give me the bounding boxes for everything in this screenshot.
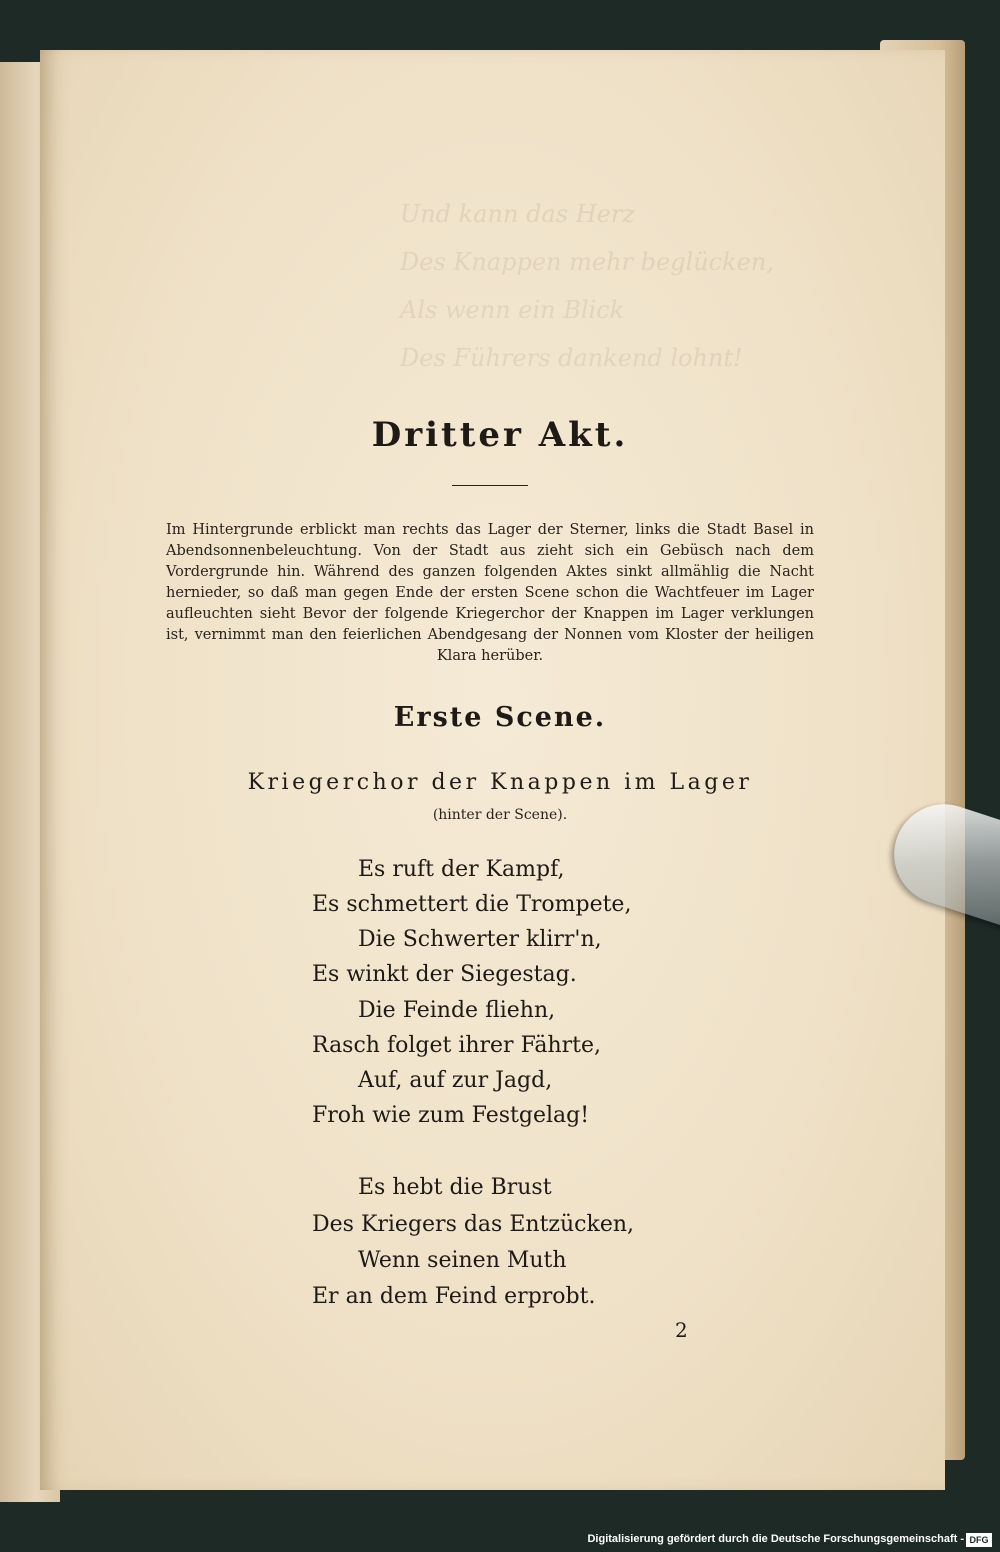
- verse-line: Die Feinde fliehn,: [358, 998, 556, 1023]
- verse-line: Die Schwerter klirr'n,: [358, 927, 602, 952]
- verse-line: Er an dem Feind erprobt.: [312, 1284, 596, 1309]
- show-through-text: Und kann das Herz Des Knappen mehr beglücken, Als wenn ein Blick Des Führers dankend lohnt!: [400, 200, 774, 372]
- chorus-stage-note: (hinter der Scene).: [432, 807, 568, 823]
- verse-line: Rasch folget ihrer Fährte,: [312, 1033, 601, 1058]
- act-title: Dritter Akt.: [371, 415, 629, 455]
- title-divider: [452, 485, 528, 486]
- verse-line: Es schmettert die Trompete,: [312, 892, 632, 917]
- page-number: 2: [675, 1318, 688, 1342]
- funding-credit: Digitalisierung gefördert durch die Deutsche Forschungsgemeinschaft -: [587, 1533, 964, 1545]
- verse-line: Froh wie zum Festgelag!: [312, 1103, 590, 1128]
- stage-direction: Im Hintergrunde erblickt man rechts das Lager der Sterner, links die Stadt Basel in Abendsonnenbeleuchtung. Von der Stadt aus zieht sich ein Gebüsch nach dem Vordergrunde hin. Während des ganzen folgenden Aktes sinkt allmählig die Nacht hernieder, so daß man gegen Ende der ersten Scene schon die Wachtfeuer im Lager aufleuchten sieht Bevor der folgende Kriegerchor der Knappen im Lager verklungen ist, vernimmt man den feierlichen Abendgesang der Nonnen vom Kloster der heiligen Klara herüber.: [166, 522, 814, 664]
- verse-line: Auf, auf zur Jagd,: [358, 1068, 553, 1093]
- verse-line: Es winkt der Siegestag.: [312, 962, 577, 987]
- verse-line: Des Kriegers das Entzücken,: [312, 1212, 634, 1237]
- verse-line: Es ruft der Kampf,: [358, 857, 565, 882]
- verse-line: Es hebt die Brust: [358, 1175, 552, 1200]
- dfg-logo: DFG: [966, 1533, 992, 1547]
- chorus-heading: Kriegerchor der Knappen im Lager: [247, 770, 753, 795]
- scene-title: Erste Scene.: [393, 702, 607, 733]
- verse-line: Wenn seinen Muth: [358, 1248, 567, 1273]
